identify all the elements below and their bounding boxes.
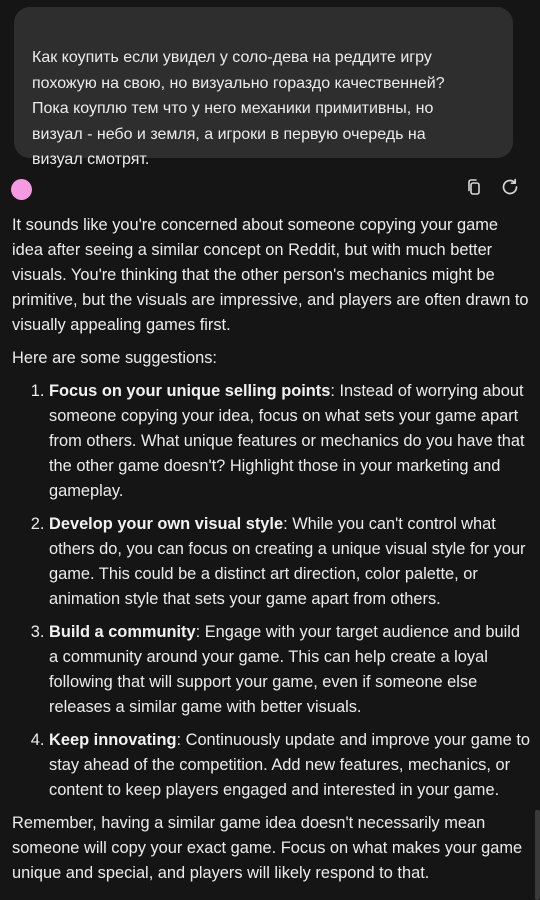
assistant-header <box>0 172 540 204</box>
suggestion-body: : While you can't control what others do, you can focus on creating a unique visual style for your game. This could be a distinct art direction, color palette, or animation style that sets your game apart from others. <box>49 515 526 608</box>
scrollbar-thumb[interactable] <box>535 810 540 900</box>
copy-button[interactable] <box>462 175 486 199</box>
suggestion-body: : Continuously update and improve your game to stay ahead of the competition. Add new features, mechanics, or content to keep players engaged and interested in your game. <box>49 731 531 799</box>
assistant-response <box>12 213 532 894</box>
suggestion-body: : Engage with your target audience and build a community around your game. This can help create a loyal following that will support your game, even if someone else releases a similar game with better visuals. <box>49 623 521 716</box>
suggestion-body: : Instead of worrying about someone copying your idea, focus on what sets your game apart from others. What unique features or mechanics do you have that the other game doesn't? Highlight those in your marketing and gameplay. <box>49 382 525 500</box>
assistant-avatar <box>11 179 32 200</box>
suggestion-item <box>49 728 532 803</box>
suggestion-title: Develop your own visual style <box>49 515 284 533</box>
suggestion-title: Build a community <box>49 623 196 641</box>
response-lead: Here are some suggestions: <box>12 349 217 367</box>
suggestions-list <box>12 379 532 803</box>
suggestion-title: Focus on your unique selling points <box>49 382 331 400</box>
response-closing: Remember, having a similar game idea doesn't necessarily mean someone will copy your exact game. Focus on what makes your game unique and special, and players will likely respond to that. <box>12 814 523 882</box>
suggestion-item <box>49 512 532 612</box>
response-intro: It sounds like you're concerned about someone copying your game idea after seeing a similar concept on Reddit, but with much better visuals. You're thinking that the other person's mechanics might be primitive, but the visuals are impressive, and players are often drawn to visually appealing games first. <box>12 216 529 334</box>
regenerate-button[interactable] <box>498 175 522 199</box>
suggestion-item <box>49 379 532 504</box>
copy-icon <box>465 178 483 196</box>
user-message-text: Как коупить если увидел у соло-дева на реддите игру похожую на свою, но визуально гораздо качественней? Пока коуплю тем что у него механики примитивны, но визуал - небо и земля, а игроки в первую очередь на визуал смотрят. <box>32 49 445 169</box>
user-message-bubble <box>14 7 513 169</box>
suggestion-title: Keep innovating <box>49 731 177 749</box>
suggestion-item <box>49 620 532 720</box>
regenerate-icon <box>500 177 520 197</box>
